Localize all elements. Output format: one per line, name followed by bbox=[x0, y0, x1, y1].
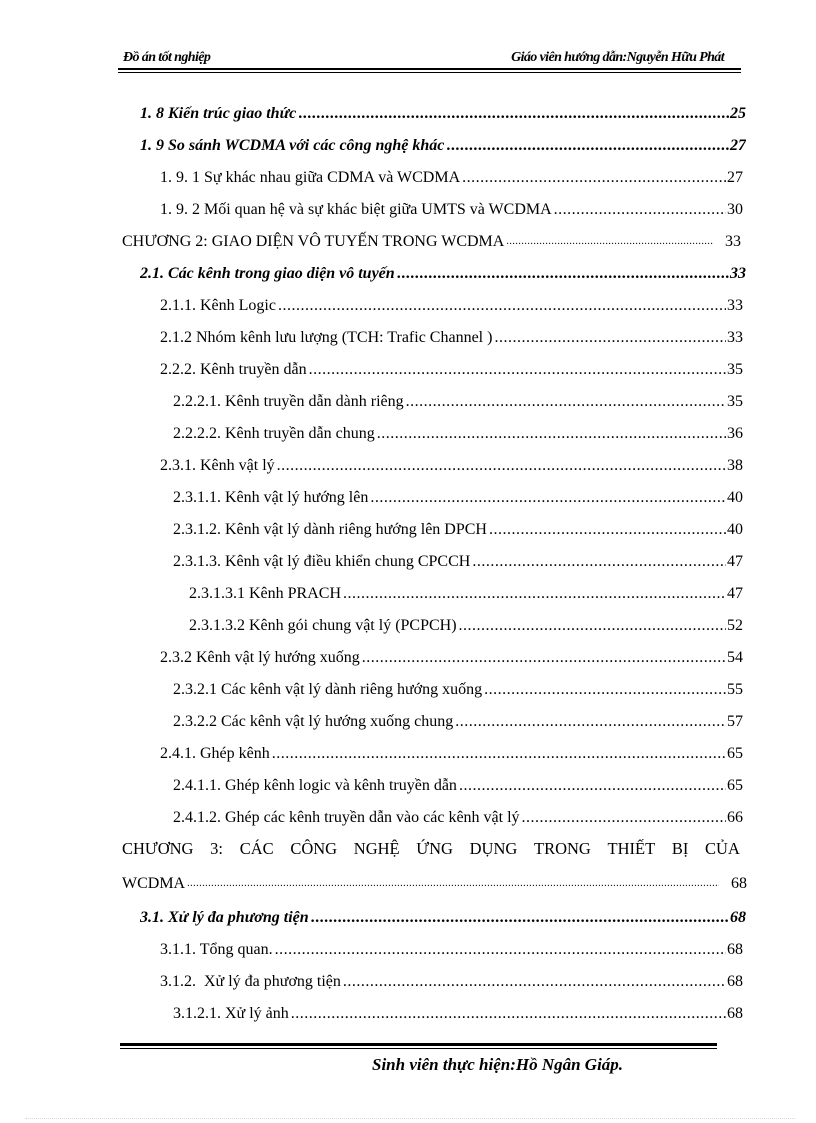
toc-entry-page: 65 bbox=[727, 777, 743, 794]
toc-entry[interactable] bbox=[160, 188, 743, 220]
toc-entry-title: 2.3.2 Kênh vật lý hướng xuống bbox=[160, 649, 360, 666]
chapter-word: 3: bbox=[210, 839, 224, 858]
chapter-word: THIẾT bbox=[607, 839, 656, 858]
toc-entry-page: 47 bbox=[727, 553, 743, 570]
toc-entry-title: 2.2.2. Kênh truyền dẫn bbox=[160, 361, 307, 378]
footer-rule-thin bbox=[120, 1048, 717, 1049]
toc-entry-page: 54 bbox=[727, 649, 743, 666]
toc-entry-page: 27 bbox=[727, 169, 743, 186]
toc-entry[interactable] bbox=[173, 796, 743, 828]
toc-entry-page: 25 bbox=[730, 105, 746, 122]
toc-entry-page: 52 bbox=[727, 617, 743, 634]
header-rule-thin bbox=[118, 72, 741, 73]
toc-entry[interactable] bbox=[160, 284, 743, 316]
toc-entry-page: 33 bbox=[725, 233, 741, 250]
toc-entry[interactable] bbox=[173, 764, 743, 796]
toc-entry-page: 68 bbox=[727, 941, 743, 958]
toc-entry-page: 38 bbox=[727, 457, 743, 474]
toc-entry-title: 2.3.1.2. Kênh vật lý dành riêng hướng lên DPCH bbox=[173, 521, 487, 538]
toc-entry[interactable] bbox=[189, 604, 743, 636]
toc-entry-page: 35 bbox=[727, 361, 743, 378]
toc-entry[interactable] bbox=[173, 380, 743, 412]
toc-entry-title: 3.1.1. Tổng quan. bbox=[160, 941, 273, 958]
toc-entry-page: 55 bbox=[727, 681, 743, 698]
toc-entry-page: 40 bbox=[727, 521, 743, 538]
toc-entry[interactable] bbox=[160, 348, 743, 380]
toc-entry-title: 1. 9. 1 Sự khác nhau giữa CDMA và WCDMA bbox=[160, 169, 461, 186]
toc-entry[interactable] bbox=[160, 156, 743, 188]
toc-entry-page: 57 bbox=[727, 713, 743, 730]
toc-entry-page: 68 bbox=[731, 875, 747, 892]
chapter-word: TRONG bbox=[533, 839, 591, 858]
toc-entry-page: 33 bbox=[727, 297, 743, 314]
toc-entry-page: 68 bbox=[727, 973, 743, 990]
header-rule bbox=[118, 68, 741, 70]
toc-chapter[interactable] bbox=[122, 220, 741, 252]
toc-entry-title: 2.4.1.1. Ghép kênh logic và kênh truyền dẫn bbox=[173, 777, 457, 794]
toc-entry-title: 2.4.1. Ghép kênh bbox=[160, 745, 270, 762]
toc-entry[interactable] bbox=[160, 732, 743, 764]
toc-entry[interactable] bbox=[160, 444, 743, 476]
toc-entry-page: 35 bbox=[727, 393, 743, 410]
toc-entry[interactable] bbox=[140, 896, 746, 928]
toc-entry-title: 2.3.1. Kênh vật lý bbox=[160, 457, 275, 474]
toc-entry[interactable] bbox=[189, 572, 743, 604]
toc-entry-page: 33 bbox=[730, 265, 746, 282]
toc-entry-page: 36 bbox=[727, 425, 743, 442]
toc-entry-page: 66 bbox=[727, 809, 743, 826]
toc-entry-title: 2.3.1.1. Kênh vật lý hướng lên bbox=[173, 489, 369, 506]
page-header bbox=[120, 48, 740, 68]
toc-entry[interactable] bbox=[173, 508, 743, 540]
toc-entry[interactable] bbox=[160, 636, 743, 668]
toc-chapter-3-line1[interactable] bbox=[122, 838, 740, 862]
toc-entry-title: 2.3.2.2 Các kênh vật lý hướng xuống chung bbox=[173, 713, 454, 730]
header-left-title: Đồ án tốt nghiệp bbox=[123, 50, 211, 65]
toc-entry[interactable] bbox=[140, 252, 746, 284]
toc-entry-title: 2.1.1. Kênh Logic bbox=[160, 297, 276, 314]
toc-entry-page: 47 bbox=[727, 585, 743, 602]
toc-entry-title: 3.1. Xử lý đa phương tiện bbox=[140, 909, 309, 926]
toc-entry[interactable] bbox=[173, 668, 743, 700]
chapter-word: CÁC bbox=[239, 839, 274, 858]
toc-entry-page: 33 bbox=[727, 329, 743, 346]
toc-entry-page: 30 bbox=[727, 201, 743, 218]
chapter-word: NGHỆ bbox=[353, 839, 400, 858]
toc-entry-title: 2.1. Các kênh trong giao diện vô tuyến bbox=[140, 265, 395, 282]
toc-entry-page: 65 bbox=[727, 745, 743, 762]
toc-entry-page: 40 bbox=[727, 489, 743, 506]
toc-entry-title: 2.4.1.2. Ghép các kênh truyền dẫn vào các kênh vật lý bbox=[173, 809, 520, 826]
toc-entry[interactable] bbox=[160, 960, 743, 992]
page-bottom-edge bbox=[25, 1118, 795, 1119]
toc-entry-title: 3.1.2. Xử lý đa phương tiện bbox=[160, 973, 341, 990]
toc-entry[interactable] bbox=[173, 700, 743, 732]
chapter-word: CÔNG bbox=[290, 839, 338, 858]
toc-entry-title: 2.3.1.3. Kênh vật lý điều khiển chung CPCCH bbox=[173, 553, 471, 570]
chapter-word: DỤNG bbox=[469, 839, 518, 858]
toc-entry[interactable] bbox=[140, 92, 746, 124]
toc-entry-title: 1. 9 So sánh WCDMA với các công nghệ khác bbox=[140, 137, 445, 154]
toc-entry-title: 2.2.2.2. Kênh truyền dẫn chung bbox=[173, 425, 375, 442]
toc-entry-title: 2.3.1.3.2 Kênh gói chung vật lý (PCPCH) bbox=[189, 617, 457, 634]
toc-entry-title: 1. 8 Kiến trúc giao thức bbox=[140, 105, 297, 122]
toc-entry[interactable] bbox=[173, 540, 743, 572]
toc-entry[interactable] bbox=[173, 992, 743, 1024]
toc-entry-title: 2.3.2.1 Các kênh vật lý dành riêng hướng xuống bbox=[173, 681, 483, 698]
toc-entry-page: 68 bbox=[727, 1005, 743, 1022]
header-right-supervisor: Giáo viên hướng dẫn:Nguyễn Hữu Phát bbox=[511, 50, 724, 65]
toc-entry-page: 68 bbox=[730, 909, 746, 926]
chapter-word: CHƯƠNG bbox=[122, 839, 194, 858]
toc-entry-title: 3.1.2.1. Xử lý ảnh bbox=[173, 1005, 289, 1022]
toc-entry-title: 2.3.1.3.1 Kênh PRACH bbox=[189, 585, 342, 602]
chapter-word: BỊ bbox=[671, 839, 689, 858]
toc-entry[interactable] bbox=[173, 412, 743, 444]
toc-entry-title: 1. 9. 2 Mối quan hệ và sự khác biệt giữa UMTS và WCDMA bbox=[160, 201, 552, 218]
page-footer-author: Sinh viên thực hiện:Hồ Ngân Giáp. bbox=[372, 1055, 624, 1074]
toc-entry[interactable] bbox=[160, 928, 743, 960]
toc-entry-title: WCDMA bbox=[122, 875, 186, 892]
footer-rule bbox=[120, 1043, 717, 1046]
toc-chapter-3-line2[interactable] bbox=[122, 862, 747, 894]
toc-entry-page: 27 bbox=[730, 137, 746, 154]
chapter-word: CỦA bbox=[705, 839, 740, 858]
toc-entry[interactable] bbox=[160, 316, 743, 348]
toc-entry[interactable] bbox=[173, 476, 743, 508]
toc-entry[interactable] bbox=[140, 124, 746, 156]
chapter-word: ỨNG bbox=[416, 839, 453, 858]
toc-entry-title: CHƯƠNG 2: GIAO DIỆN VÔ TUYẾN TRONG WCDMA bbox=[122, 233, 505, 250]
toc-entry-title: 2.2.2.1. Kênh truyền dẫn dành riêng bbox=[173, 393, 404, 410]
toc-entry-title: 2.1.2 Nhóm kênh lưu lượng (TCH: Trafic Channel ) bbox=[160, 329, 493, 346]
